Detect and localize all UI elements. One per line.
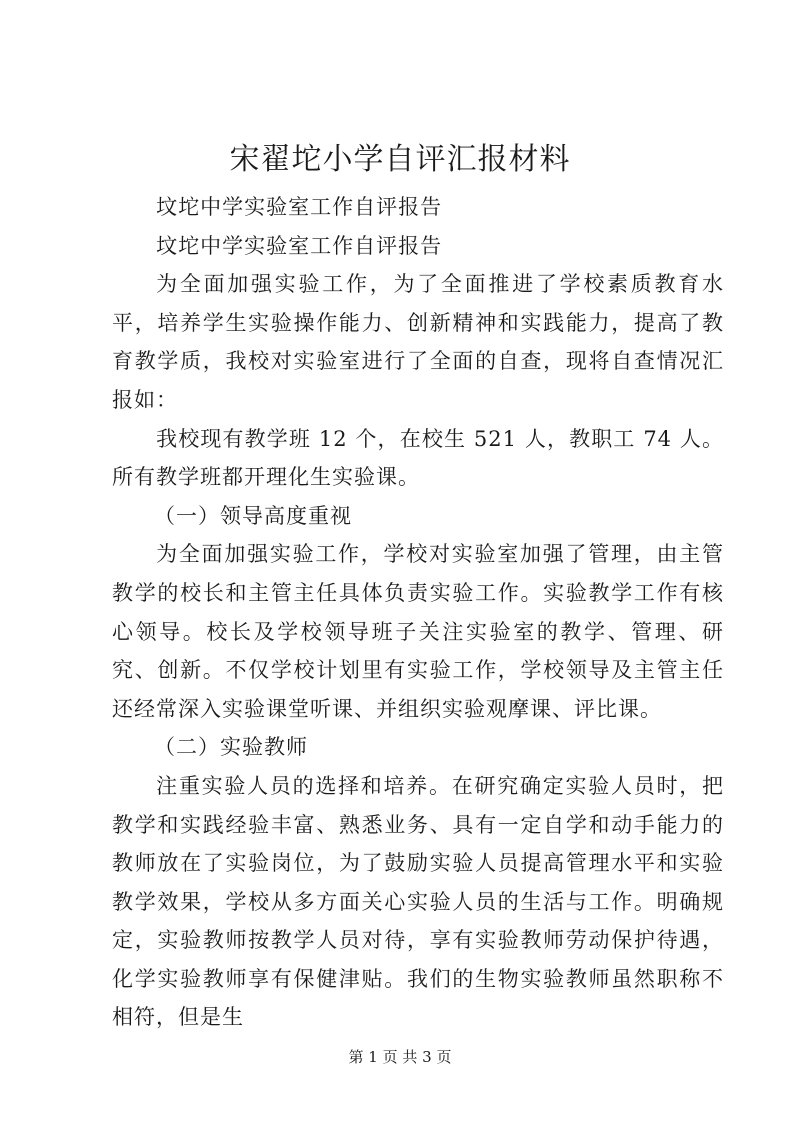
paragraph-school-stats: 我校现有教学班 12 个，在校生 521 人，教职工 74 人。所有教学班都开理化生实验课。 <box>112 426 724 490</box>
section-heading-teachers: （二）实验教师 <box>154 735 308 760</box>
page-footer: 第 1 页 共 3 页 <box>348 1048 452 1066</box>
paragraph-subtitle-1: 坟坨中学实验室工作自评报告 <box>156 195 443 219</box>
paragraph-intro: 为全面加强实验工作，为了全面推进了学校素质教育水平，培养学生实验操作能力、创新精神和实践能力，提高了教育教学质，我校对实验室进行了全面的自查，现将自查情况汇报如： <box>112 272 724 412</box>
paragraph-teachers: 注重实验人员的选择和培养。在研究确定实验人员时，把教学和实践经验丰富、熟悉业务、具有一定自学和动手能力的教师放在了实验岗位，为了鼓励实验人员提高管理水平和实验教学效果，学校从多方面关心实验人员的生活与工作。明确规定，实验教师按教学人员对待，享有实验教师劳动保护待遇，化学实验教师享有保健津贴。我们的生物实验教师虽然职称不相符，但是生 <box>112 773 724 1030</box>
paragraph-subtitle-2: 坟坨中学实验室工作自评报告 <box>156 233 443 258</box>
section-heading-leadership: （一）领导高度重视 <box>154 503 352 528</box>
paragraph-leadership: 为全面加强实验工作，学校对实验室加强了管理，由主管教学的校长和主管主任具体负责实验工作。实验教学工作有核心领导。校长及学校领导班子关注实验室的教学、管理、研究、创新。不仅学校计划里有实验工作，学校领导及主管主任还经常深入实验课堂听课、并组织实验观摩课、评比课。 <box>112 542 724 721</box>
document-body <box>112 188 724 1037</box>
document-title: 宋翟坨小学自评汇报材料 <box>229 142 571 177</box>
